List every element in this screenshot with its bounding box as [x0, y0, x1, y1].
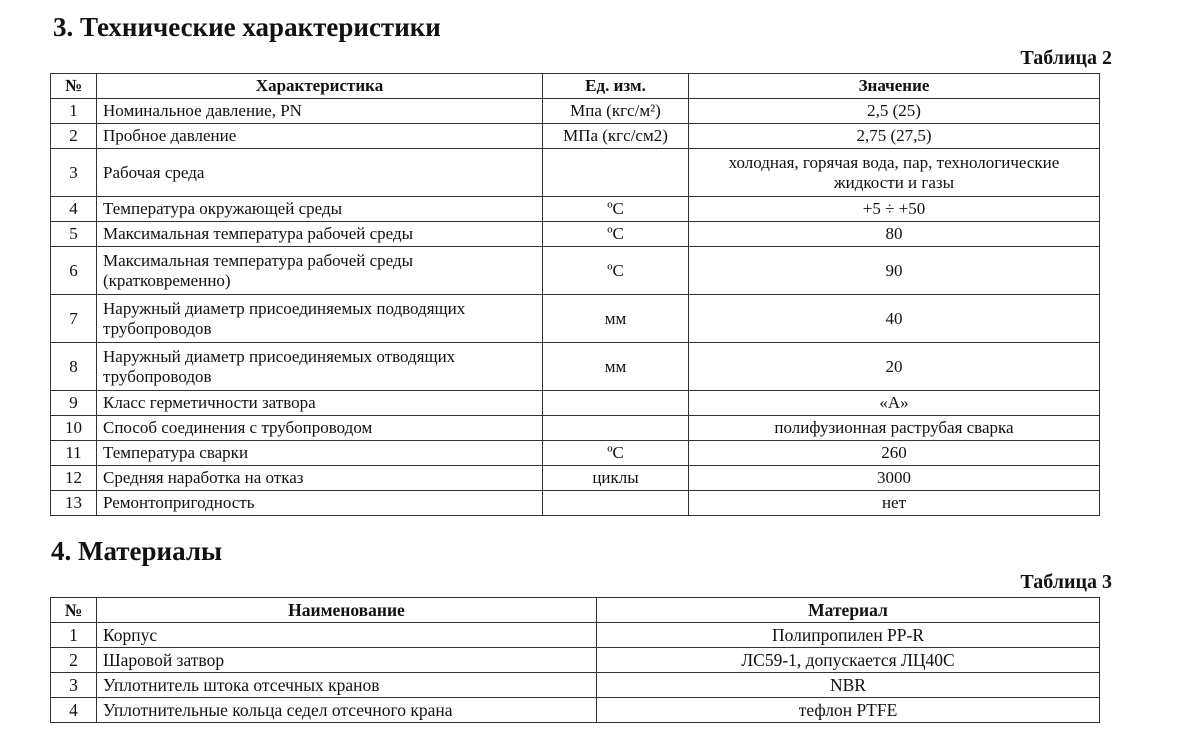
row-characteristic: Ремонтопригодность — [97, 491, 543, 516]
materials-table-header — [51, 598, 1100, 623]
row-name: Уплотнитель штока отсечных кранов — [97, 673, 597, 698]
row-characteristic: Способ соединения с трубопроводом — [97, 416, 543, 441]
row-value: +5 ÷ +50 — [689, 197, 1100, 222]
col-header-number: № — [51, 598, 97, 623]
row-unit: циклы — [543, 466, 689, 491]
row-value: 90 — [689, 247, 1100, 295]
row-material: ЛС59-1, допускается ЛЦ40С — [597, 648, 1100, 673]
section-4-heading: 4. Материалы — [51, 536, 223, 566]
row-number: 5 — [51, 222, 97, 247]
table-row — [51, 416, 1100, 441]
row-number: 2 — [51, 124, 97, 149]
row-unit: ºC — [543, 247, 689, 295]
table-row — [51, 222, 1100, 247]
row-number: 1 — [51, 623, 97, 648]
table-3-caption: Таблица 3 — [1020, 571, 1112, 593]
row-value: 20 — [689, 343, 1100, 391]
row-characteristic: Наружный диаметр присоединяемых подводящих трубопроводов — [97, 295, 543, 343]
table-row — [51, 391, 1100, 416]
row-unit — [543, 491, 689, 516]
row-number: 2 — [51, 648, 97, 673]
row-characteristic: Максимальная температура рабочей среды (кратковременно) — [97, 247, 543, 295]
row-number: 4 — [51, 698, 97, 723]
row-unit: ºC — [543, 441, 689, 466]
row-value: 2,5 (25) — [689, 99, 1100, 124]
row-material: NBR — [597, 673, 1100, 698]
row-number: 3 — [51, 673, 97, 698]
table-row — [51, 343, 1100, 391]
row-number: 13 — [51, 491, 97, 516]
col-header-material: Материал — [597, 598, 1100, 623]
row-characteristic: Рабочая среда — [97, 149, 543, 197]
row-number: 9 — [51, 391, 97, 416]
row-unit: мм — [543, 295, 689, 343]
row-name: Уплотнительные кольца седел отсечного крана — [97, 698, 597, 723]
table-2-caption: Таблица 2 — [1020, 47, 1112, 69]
row-number: 3 — [51, 149, 97, 197]
row-characteristic: Пробное давление — [97, 124, 543, 149]
row-unit: ºC — [543, 222, 689, 247]
row-value: «А» — [689, 391, 1100, 416]
table-row — [51, 197, 1100, 222]
row-material: Полипропилен PP-R — [597, 623, 1100, 648]
specs-table — [50, 73, 1100, 516]
table-row — [51, 698, 1100, 723]
row-material: тефлон PTFE — [597, 698, 1100, 723]
row-characteristic: Номинальное давление, PN — [97, 99, 543, 124]
row-unit: МПа (кгс/см2) — [543, 124, 689, 149]
row-characteristic: Средняя наработка на отказ — [97, 466, 543, 491]
row-characteristic: Температура сварки — [97, 441, 543, 466]
table-row — [51, 295, 1100, 343]
col-header-number: № — [51, 74, 97, 99]
row-value: полифузионная раструбая сварка — [689, 416, 1100, 441]
row-unit: ºC — [543, 197, 689, 222]
row-characteristic: Наружный диаметр присоединяемых отводящих трубопроводов — [97, 343, 543, 391]
row-number: 8 — [51, 343, 97, 391]
table-row — [51, 124, 1100, 149]
row-value: 80 — [689, 222, 1100, 247]
row-number: 7 — [51, 295, 97, 343]
row-characteristic: Температура окружающей среды — [97, 197, 543, 222]
table-row — [51, 441, 1100, 466]
row-number: 1 — [51, 99, 97, 124]
row-number: 4 — [51, 197, 97, 222]
row-value: холодная, горячая вода, пар, технологические жидкости и газы — [689, 149, 1100, 197]
row-name: Корпус — [97, 623, 597, 648]
row-value: 40 — [689, 295, 1100, 343]
row-number: 10 — [51, 416, 97, 441]
row-name: Шаровой затвор — [97, 648, 597, 673]
row-value: нет — [689, 491, 1100, 516]
specs-table-header — [51, 74, 1100, 99]
row-value: 2,75 (27,5) — [689, 124, 1100, 149]
table-row — [51, 673, 1100, 698]
row-unit — [543, 149, 689, 197]
row-characteristic: Класс герметичности затвора — [97, 391, 543, 416]
row-value: 3000 — [689, 466, 1100, 491]
materials-table — [50, 597, 1100, 723]
col-header-value: Значение — [689, 74, 1100, 99]
row-number: 6 — [51, 247, 97, 295]
row-unit: мм — [543, 343, 689, 391]
table-row — [51, 466, 1100, 491]
row-unit: Мпа (кгс/м²) — [543, 99, 689, 124]
table-row — [51, 149, 1100, 197]
col-header-name: Наименование — [97, 598, 597, 623]
section-3-heading: 3. Технические характеристики — [53, 12, 441, 42]
table-row — [51, 99, 1100, 124]
row-unit — [543, 416, 689, 441]
table-row — [51, 648, 1100, 673]
table-row — [51, 623, 1100, 648]
table-row — [51, 247, 1100, 295]
table-row — [51, 491, 1100, 516]
row-number: 11 — [51, 441, 97, 466]
row-value: 260 — [689, 441, 1100, 466]
row-number: 12 — [51, 466, 97, 491]
col-header-characteristic: Характеристика — [97, 74, 543, 99]
col-header-unit: Ед. изм. — [543, 74, 689, 99]
row-unit — [543, 391, 689, 416]
row-characteristic: Максимальная температура рабочей среды — [97, 222, 543, 247]
